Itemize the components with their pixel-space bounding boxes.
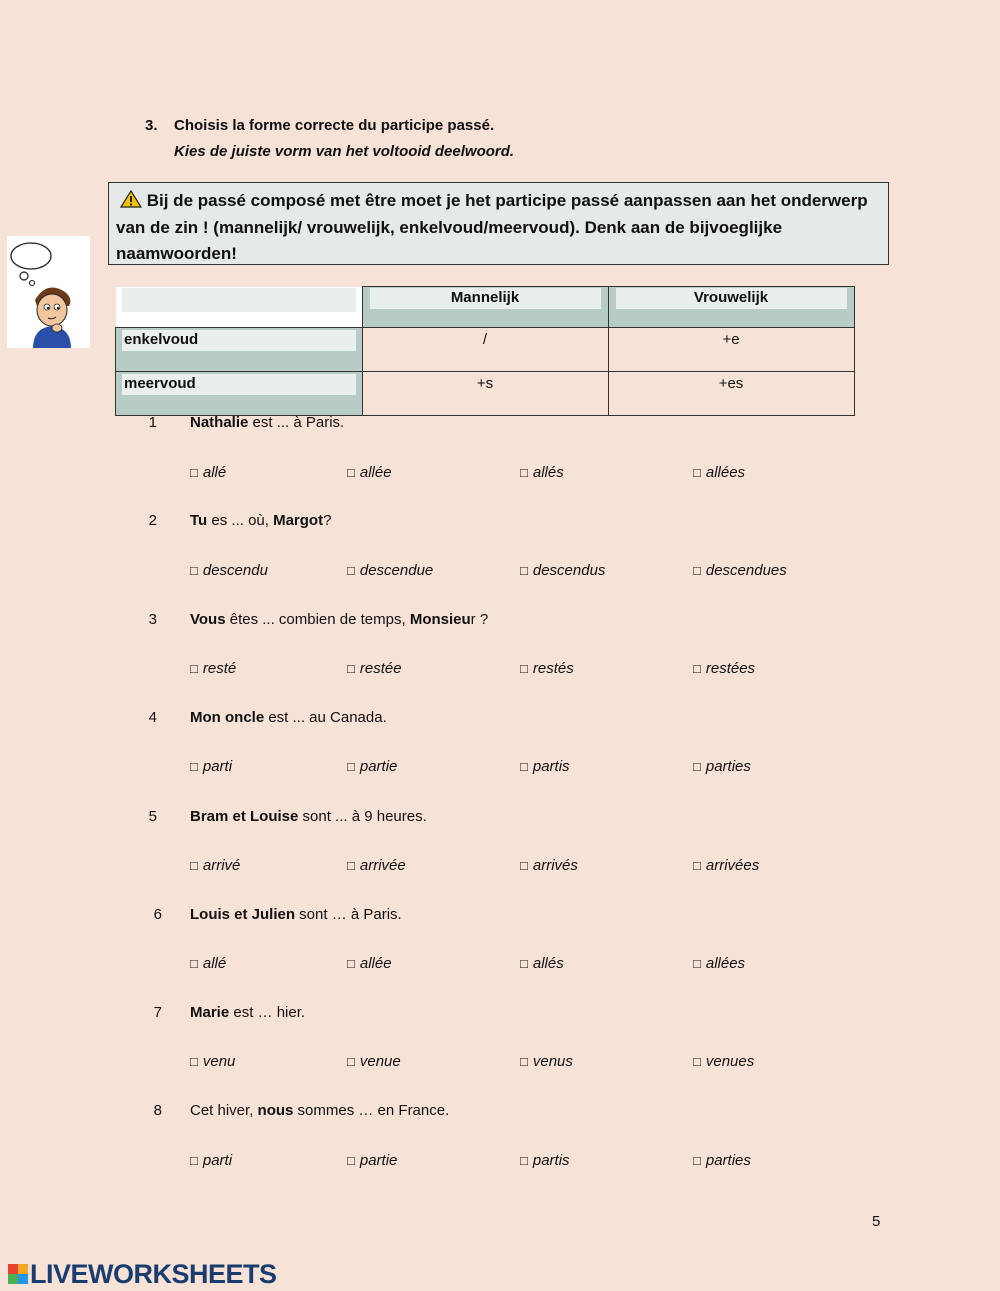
answer-option-label: venue [359, 1053, 401, 1070]
checkbox-icon[interactable]: □ [520, 956, 528, 971]
checkbox-icon[interactable]: □ [693, 858, 701, 873]
checkbox-icon[interactable]: □ [190, 858, 198, 873]
answer-option[interactable] [190, 857, 240, 874]
grammar-table [115, 286, 855, 416]
answer-option[interactable] [520, 955, 564, 972]
question-text-part: Nathalie [190, 414, 249, 431]
answer-option-label: resté [202, 660, 237, 677]
question-text-part: est ... à Paris. [248, 414, 345, 431]
answer-option-label: allé [202, 955, 227, 972]
checkbox-icon[interactable]: □ [347, 858, 355, 873]
logo-text: LIVEWORKSHEETS [30, 1258, 277, 1289]
answer-option[interactable] [347, 660, 402, 677]
answer-option[interactable] [520, 660, 574, 677]
answer-option-label: allée [359, 464, 392, 481]
question-text-part: Bram et Louise [190, 808, 299, 825]
question-text-part: Cet hiver, [190, 1102, 258, 1119]
checkbox-icon[interactable]: □ [520, 1153, 528, 1168]
table-row [116, 372, 855, 416]
question-number: 4 [148, 709, 157, 726]
checkbox-icon[interactable]: □ [693, 1054, 701, 1069]
question-text-part: Vous [190, 611, 226, 628]
liveworksheets-logo [8, 1260, 277, 1288]
page-number: 5 [872, 1213, 881, 1230]
checkbox-icon[interactable]: □ [693, 465, 701, 480]
answer-option-label: partis [532, 758, 570, 775]
question-text-part: sont ... à 9 heures. [298, 808, 427, 825]
logo-mark-icon [8, 1264, 28, 1284]
checkbox-icon[interactable]: □ [190, 956, 198, 971]
answer-option[interactable] [347, 1053, 401, 1070]
answer-option-label: venu [202, 1053, 236, 1070]
grammar-note-text: Bij de passé composé met être moet je het participe passé aanpassen aan het onderwerp van de zin ! (mannelijk/ vrouwelijk, enkelvoud/meervoud). Denk aan de bijvoeglijke naamwoorden! [116, 191, 868, 263]
answer-option-label: venues [705, 1053, 755, 1070]
answer-option[interactable] [693, 857, 759, 874]
answer-option[interactable] [347, 758, 397, 775]
checkbox-icon[interactable]: □ [347, 759, 355, 774]
table-cell: +es [608, 372, 854, 416]
answer-option[interactable] [520, 758, 570, 775]
answer-option[interactable] [520, 857, 578, 874]
answer-option[interactable] [520, 1053, 573, 1070]
checkbox-icon[interactable]: □ [520, 465, 528, 480]
answer-option-label: partie [359, 758, 398, 775]
exercise-title: Choisis la forme correcte du participe passé. [174, 117, 495, 134]
checkbox-icon[interactable]: □ [347, 465, 355, 480]
table-row [116, 328, 855, 372]
question-text [190, 906, 402, 923]
answer-option-label: allés [532, 955, 564, 972]
answer-option[interactable] [520, 1152, 570, 1169]
answer-option[interactable] [190, 1152, 232, 1169]
table-cell: +s [362, 372, 608, 416]
checkbox-icon[interactable]: □ [693, 956, 701, 971]
question-text-part: es ... où, [207, 512, 274, 529]
question-text-part: nous [257, 1102, 294, 1119]
answer-option[interactable] [347, 562, 433, 579]
header-mannelijk: Mannelijk [362, 287, 608, 328]
checkbox-icon[interactable]: □ [520, 563, 528, 578]
answer-option-label: restées [705, 660, 756, 677]
answer-option[interactable] [190, 660, 236, 677]
question-text-part: Tu [190, 512, 208, 529]
answer-option[interactable] [693, 1053, 754, 1070]
answer-option-label: restés [532, 660, 574, 677]
table-cell: / [362, 328, 608, 372]
question-text-part: êtes ... combien de temps, [225, 611, 410, 628]
question-text-part: r ? [470, 611, 489, 628]
answer-option-label: arrivés [532, 857, 578, 874]
answer-option-label: allés [532, 464, 564, 481]
question-text-part: ? [323, 512, 332, 529]
question-number: 5 [148, 808, 157, 825]
question-number: 7 [153, 1004, 162, 1021]
row-label-meervoud: meervoud [116, 372, 363, 416]
checkbox-icon[interactable]: □ [190, 759, 198, 774]
question-text-part: Margot [273, 512, 324, 529]
question-text [190, 611, 488, 628]
answer-option-label: partis [532, 1152, 570, 1169]
answer-option[interactable] [190, 1053, 235, 1070]
checkbox-icon[interactable]: □ [347, 956, 355, 971]
answer-option-label: allées [705, 464, 746, 481]
answer-option-label: parti [202, 1152, 233, 1169]
answer-option[interactable] [693, 464, 745, 481]
answer-option-label: restée [359, 660, 402, 677]
question-text [190, 414, 344, 431]
table-header-row [116, 287, 855, 328]
answer-option[interactable] [347, 857, 406, 874]
warning-icon [120, 190, 142, 208]
question-text-part: sommes … en France. [293, 1102, 450, 1119]
question-number: 8 [153, 1102, 162, 1119]
checkbox-icon[interactable]: □ [347, 563, 355, 578]
answer-option[interactable] [190, 562, 268, 579]
checkbox-icon[interactable]: □ [190, 465, 198, 480]
question-text-part: est ... au Canada. [264, 709, 387, 726]
answer-option[interactable] [693, 955, 745, 972]
question-text-part: Marie [190, 1004, 230, 1021]
answer-option[interactable] [190, 464, 226, 481]
question-number: 6 [153, 906, 162, 923]
answer-option[interactable] [520, 464, 564, 481]
answer-option-label: descendues [705, 562, 787, 579]
exercise-number: 3. [145, 117, 158, 134]
checkbox-icon[interactable]: □ [190, 661, 198, 676]
question-number: 1 [148, 414, 157, 431]
row-label-enkelvoud: enkelvoud [116, 328, 363, 372]
answer-option-label: allée [359, 955, 392, 972]
answer-option-label: arrivée [359, 857, 406, 874]
checkbox-icon[interactable]: □ [520, 661, 528, 676]
checkbox-icon[interactable]: □ [347, 1153, 355, 1168]
answer-option-label: descendu [202, 562, 268, 579]
checkbox-icon[interactable]: □ [520, 858, 528, 873]
checkbox-icon[interactable]: □ [693, 759, 701, 774]
checkbox-icon[interactable]: □ [693, 661, 701, 676]
answer-option-label: venus [532, 1053, 573, 1070]
answer-option-label: allé [202, 464, 227, 481]
answer-option[interactable] [693, 562, 787, 579]
question-text [190, 808, 427, 825]
answer-option-label: arrivé [202, 857, 241, 874]
question-text [190, 1102, 449, 1119]
answer-option-label: descendus [532, 562, 606, 579]
question-text-part: est … hier. [229, 1004, 306, 1021]
question-text-part: Mon oncle [190, 709, 265, 726]
thinking-boy-illustration [7, 236, 90, 348]
answer-option[interactable] [347, 955, 392, 972]
answer-option[interactable] [693, 758, 751, 775]
checkbox-icon[interactable]: □ [190, 1153, 198, 1168]
question-text-part: sont … à Paris. [295, 906, 402, 923]
question-text [190, 709, 387, 726]
answer-option[interactable] [693, 660, 755, 677]
checkbox-icon[interactable]: □ [347, 661, 355, 676]
answer-option-label: descendue [359, 562, 434, 579]
table-corner [116, 287, 363, 328]
question-text-part: Louis et Julien [190, 906, 296, 923]
question-text [190, 1004, 305, 1021]
checkbox-icon[interactable]: □ [693, 563, 701, 578]
answer-option[interactable] [693, 1152, 751, 1169]
checkbox-icon[interactable]: □ [347, 1054, 355, 1069]
answer-option-label: parties [705, 758, 751, 775]
answer-option-label: partie [359, 1152, 398, 1169]
checkbox-icon[interactable]: □ [190, 1054, 198, 1069]
table-cell: +e [608, 328, 854, 372]
question-text-part: Monsieu [409, 611, 471, 628]
checkbox-icon[interactable]: □ [190, 563, 198, 578]
answer-option[interactable] [520, 562, 605, 579]
header-vrouwelijk: Vrouwelijk [608, 287, 854, 328]
question-number: 2 [148, 512, 157, 529]
grammar-note [108, 182, 889, 265]
exercise-heading [145, 117, 494, 134]
answer-option[interactable] [190, 955, 226, 972]
answer-option-label: parties [705, 1152, 751, 1169]
answer-option[interactable] [347, 1152, 397, 1169]
exercise-subtitle: Kies de juiste vorm van het voltooid deelwoord. [174, 143, 515, 160]
answer-option[interactable] [347, 464, 392, 481]
question-number: 3 [148, 611, 157, 628]
checkbox-icon[interactable]: □ [520, 1054, 528, 1069]
question-text [190, 512, 331, 529]
answer-option-label: parti [202, 758, 233, 775]
answer-option-label: allées [705, 955, 746, 972]
checkbox-icon[interactable]: □ [693, 1153, 701, 1168]
answer-option-label: arrivées [705, 857, 760, 874]
answer-option[interactable] [190, 758, 232, 775]
checkbox-icon[interactable]: □ [520, 759, 528, 774]
